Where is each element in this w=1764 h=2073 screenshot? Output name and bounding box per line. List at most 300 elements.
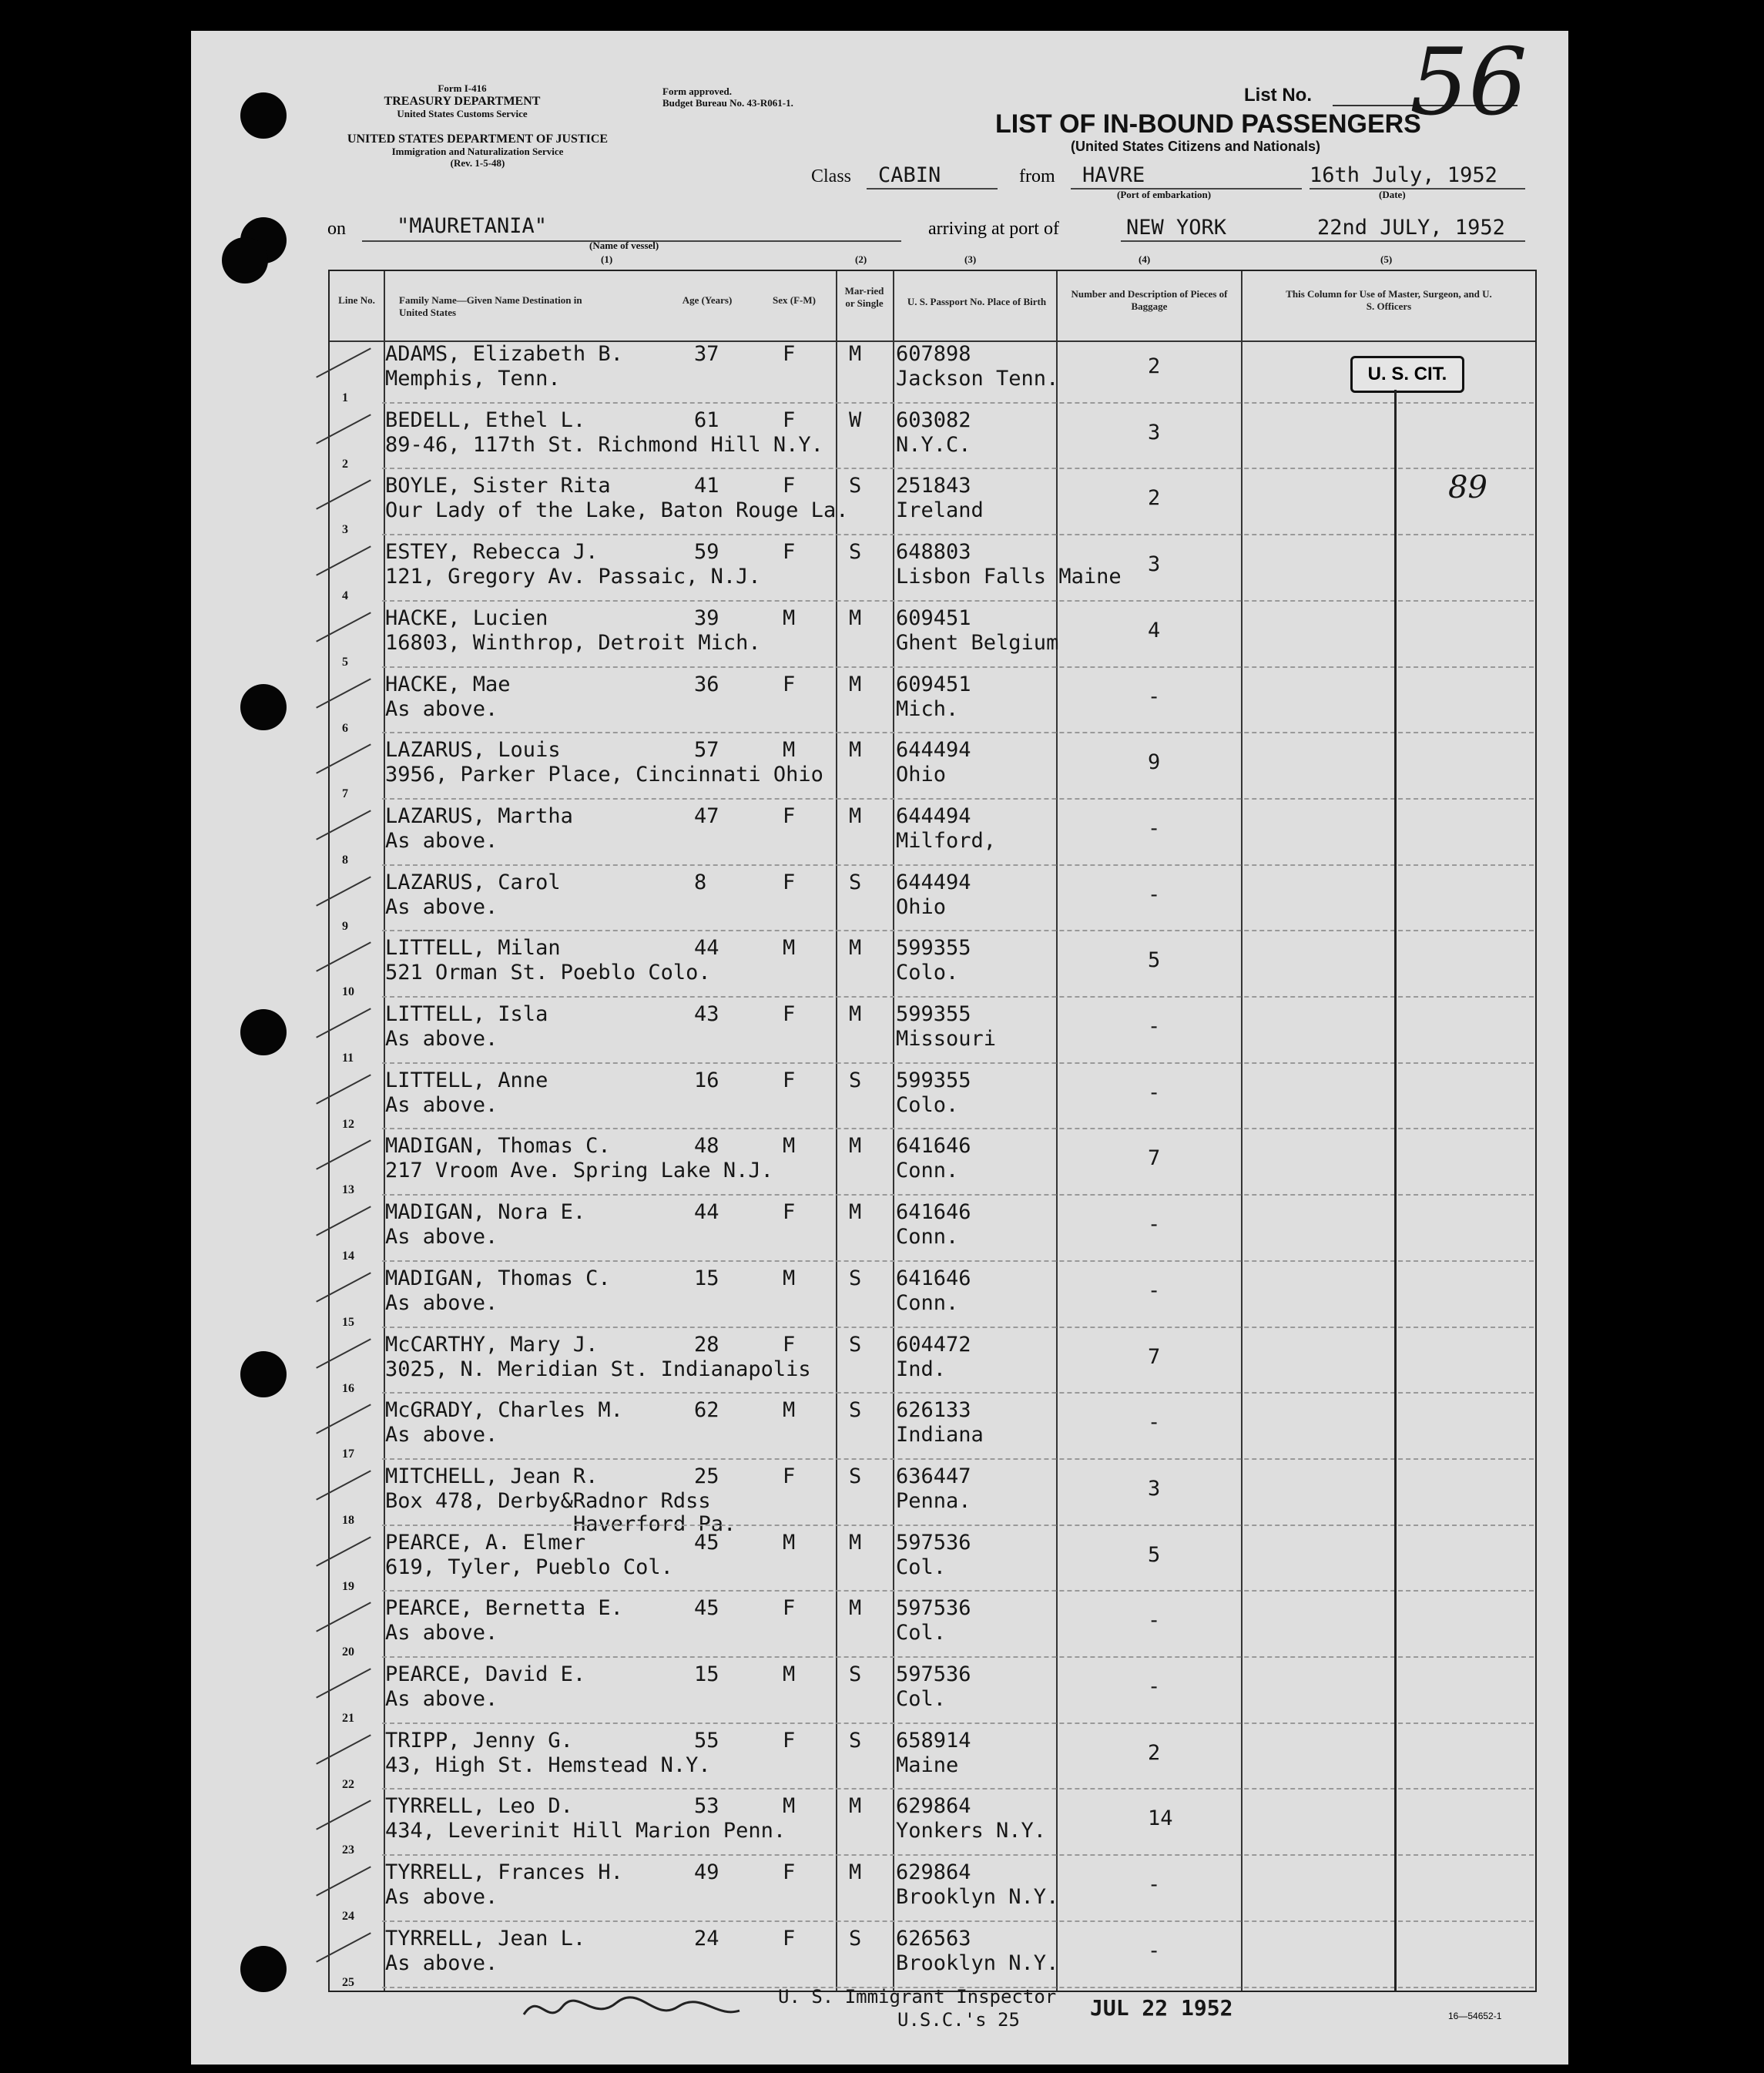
age: 61	[694, 408, 719, 432]
place-of-birth: Missouri	[896, 1027, 997, 1051]
destination: 3956, Parker Place, Cincinnati Ohio	[385, 763, 823, 787]
age: 62	[694, 1398, 719, 1423]
page-subtitle: (United States Citizens and Nationals)	[1071, 139, 1321, 154]
age: 49	[694, 1860, 719, 1885]
passenger-name: PEARCE, David E.	[385, 1662, 586, 1686]
destination: As above.	[385, 828, 498, 853]
age: 25	[694, 1464, 719, 1488]
baggage-count: -	[1148, 684, 1161, 709]
row-separator	[382, 534, 1534, 535]
revision: (Rev. 1-5-48)	[450, 157, 505, 169]
passenger-name: MADIGAN, Thomas C.	[385, 1134, 611, 1159]
passenger-name: TYRRELL, Leo D.	[385, 1794, 573, 1819]
passport-no: 597536	[896, 1662, 971, 1686]
age: 28	[694, 1332, 719, 1357]
place-of-birth: Colo.	[896, 1092, 959, 1117]
age: 48	[694, 1134, 719, 1159]
row-separator	[382, 1788, 1534, 1790]
line-number: 18	[342, 1513, 354, 1527]
baggage-count: -	[1148, 1675, 1161, 1699]
passenger-name: ESTEY, Rebecca J.	[385, 540, 599, 565]
line-number: 13	[342, 1183, 354, 1197]
sex: F	[783, 1464, 796, 1488]
marital-status: S	[849, 1728, 862, 1753]
line-number: 20	[342, 1645, 354, 1659]
row-separator	[382, 864, 1534, 866]
line-number: 16	[342, 1381, 354, 1395]
destination: 16803, Winthrop, Detroit Mich.	[385, 630, 761, 655]
destination: As above.	[385, 1027, 498, 1051]
destination: 521 Orman St. Poeblo Colo.	[385, 961, 711, 985]
age: 57	[694, 738, 719, 763]
destination: As above.	[385, 1423, 498, 1447]
class-underline	[867, 188, 998, 190]
baggage-count: -	[1148, 1938, 1161, 1963]
marital-status: M	[849, 803, 862, 828]
sex: M	[783, 1794, 796, 1819]
passport-no: 609451	[896, 672, 971, 696]
row-separator	[382, 1128, 1534, 1129]
port-embarkation-label: (Port of embarkation)	[1117, 189, 1212, 200]
age: 55	[694, 1728, 719, 1753]
sex: M	[783, 1266, 796, 1290]
place-of-birth: Col.	[896, 1687, 947, 1711]
marital-status: S	[849, 1464, 862, 1488]
justice-dept: UNITED STATES DEPARTMENT OF JUSTICE	[347, 132, 609, 146]
sex: F	[783, 1596, 796, 1621]
arrival-underline	[1121, 240, 1525, 242]
row-separator	[382, 1590, 1534, 1592]
passenger-name: MADIGAN, Nora E.	[385, 1200, 586, 1225]
row-separator	[382, 1327, 1534, 1328]
date-stamp: JUL 22 1952	[1090, 1995, 1233, 2021]
row-separator	[382, 1920, 1534, 1922]
sex: F	[783, 408, 796, 432]
passenger-name: HACKE, Lucien	[385, 605, 548, 630]
passport-no: 641646	[896, 1134, 971, 1159]
row-separator	[382, 996, 1534, 998]
age: 37	[694, 342, 719, 366]
passenger-name: TYRRELL, Jean L.	[385, 1926, 586, 1951]
place-of-birth: Ireland	[896, 498, 984, 523]
line-number: 14	[342, 1250, 354, 1263]
row-separator	[382, 600, 1534, 602]
sex: F	[783, 342, 796, 366]
header-married: Mar-ried or Single	[844, 285, 884, 309]
baggage-count: -	[1148, 882, 1161, 907]
destination: As above.	[385, 1225, 498, 1250]
class-label: Class	[811, 166, 852, 186]
marital-status: S	[849, 474, 862, 498]
sex: M	[783, 936, 796, 961]
usc-label: U.S.C.'s 25	[897, 2009, 1020, 2031]
passport-no: 644494	[896, 803, 971, 828]
passenger-name: TRIPP, Jenny G.	[385, 1728, 573, 1753]
line-number: 7	[342, 787, 348, 801]
passenger-name: LITTELL, Isla	[385, 1002, 548, 1026]
baggage-count: 2	[1148, 1740, 1161, 1765]
place-of-birth: Yonkers N.Y.	[896, 1819, 1047, 1843]
baggage-count: 9	[1148, 750, 1161, 775]
age: 44	[694, 936, 719, 961]
marital-status: M	[849, 1596, 862, 1621]
margin-note: 89	[1448, 470, 1487, 505]
budget-bureau: Budget Bureau No. 43-R061-1.	[662, 96, 793, 109]
passport-no: 648803	[896, 540, 971, 565]
age: 45	[694, 1596, 719, 1621]
sex: F	[783, 1332, 796, 1357]
line-number: 15	[342, 1315, 354, 1329]
line-number: 6	[342, 721, 348, 735]
marital-status: M	[849, 1530, 862, 1555]
row-separator	[382, 1458, 1534, 1460]
marital-status: M	[849, 1134, 862, 1159]
destination: 434, Leverinit Hill Marion Penn.	[385, 1819, 786, 1843]
line-number: 8	[342, 853, 348, 867]
date-underline	[1310, 188, 1525, 190]
arrival-date: 22nd JULY, 1952	[1317, 216, 1505, 240]
passenger-name: TYRRELL, Frances H.	[385, 1860, 623, 1885]
age: 15	[694, 1662, 719, 1686]
baggage-count: -	[1148, 1278, 1161, 1303]
line-number: 22	[342, 1777, 354, 1791]
line-number: 23	[342, 1843, 354, 1857]
place-of-birth: Ohio	[896, 763, 947, 787]
passenger-name: LAZARUS, Carol	[385, 870, 561, 894]
baggage-count: 5	[1148, 948, 1161, 973]
place-of-birth: Colo.	[896, 961, 959, 985]
age: 41	[694, 474, 719, 498]
place-of-birth: Conn.	[896, 1225, 959, 1250]
sex: F	[783, 540, 796, 565]
list-no-label: List No.	[1244, 85, 1312, 106]
passport-no: 251843	[896, 474, 971, 498]
line-number: 11	[342, 1052, 354, 1065]
age: 8	[694, 870, 707, 894]
line-number: 25	[342, 1975, 354, 1989]
place-of-birth: Conn.	[896, 1159, 959, 1183]
place-of-birth: Conn.	[896, 1290, 959, 1315]
row-separator	[382, 1392, 1534, 1394]
marital-status: M	[849, 1794, 862, 1819]
place-of-birth: Brooklyn N.Y.	[896, 1951, 1059, 1975]
line-number: 10	[342, 985, 354, 999]
passport-no: 636447	[896, 1464, 971, 1488]
row-separator	[382, 666, 1534, 668]
binder-hole	[222, 237, 268, 283]
sex: F	[783, 1068, 796, 1092]
marital-status: S	[849, 1068, 862, 1092]
from-label: from	[1019, 166, 1055, 186]
destination: As above.	[385, 1092, 498, 1117]
passport-no: 641646	[896, 1266, 971, 1290]
col-num-5: (5)	[1380, 253, 1393, 265]
row-separator	[382, 1656, 1534, 1658]
baggage-count: 7	[1148, 1146, 1161, 1171]
destination: As above.	[385, 894, 498, 919]
place-of-birth: Col.	[896, 1621, 947, 1645]
destination: 217 Vroom Ave. Spring Lake N.J.	[385, 1159, 773, 1183]
destination: 3025, N. Meridian St. Indianapolis	[385, 1357, 811, 1381]
marital-status: M	[849, 1002, 862, 1026]
passport-no: 599355	[896, 1002, 971, 1026]
inspector-label: U. S. Immigrant Inspector	[778, 1986, 1057, 2008]
age: 44	[694, 1200, 719, 1225]
baggage-count: 3	[1148, 552, 1161, 577]
class-value: CABIN	[878, 163, 941, 187]
age: 24	[694, 1926, 719, 1951]
passenger-name: BOYLE, Sister Rita	[385, 474, 611, 498]
line-number: 5	[342, 655, 348, 669]
baggage-count: -	[1148, 1080, 1161, 1105]
baggage-count: 14	[1148, 1806, 1173, 1831]
marital-status: M	[849, 1200, 862, 1225]
sex: F	[783, 1002, 796, 1026]
destination: As above.	[385, 1621, 498, 1645]
sex: F	[783, 1728, 796, 1753]
sex: F	[783, 474, 796, 498]
form-approved: Form approved.	[662, 86, 733, 97]
binder-hole	[240, 1351, 287, 1397]
binder-hole	[240, 1009, 287, 1055]
row-separator	[382, 930, 1534, 931]
age: 36	[694, 672, 719, 696]
place-of-birth: Jackson Tenn.	[896, 367, 1059, 391]
marital-status: M	[849, 342, 862, 366]
passenger-name: BEDELL, Ethel L.	[385, 408, 586, 432]
approval-block	[662, 86, 793, 109]
row-separator	[382, 402, 1534, 404]
marital-status: S	[849, 540, 862, 565]
inspector-signature	[516, 1984, 747, 2033]
passport-no: 603082	[896, 408, 971, 432]
place-of-birth: Penna.	[896, 1488, 971, 1513]
col-divider	[893, 271, 894, 1991]
baggage-count: 3	[1148, 1476, 1161, 1501]
row-separator	[382, 468, 1534, 469]
date-label: (Date)	[1379, 189, 1406, 200]
passport-no: 609451	[896, 605, 971, 630]
passport-no: 597536	[896, 1530, 971, 1555]
age: 43	[694, 1002, 719, 1026]
passenger-name: McCARTHY, Mary J.	[385, 1332, 599, 1357]
arriving-label: arriving at port of	[928, 219, 1059, 239]
baggage-count: -	[1148, 1411, 1161, 1435]
passport-no: 644494	[896, 738, 971, 763]
ins-service: Immigration and Naturalization Service	[391, 146, 564, 158]
destination: 121, Gregory Av. Passaic, N.J.	[385, 565, 761, 589]
passport-no: 658914	[896, 1728, 971, 1753]
marital-status: M	[849, 672, 862, 696]
form-code: 16—54652-1	[1448, 2011, 1502, 2021]
baggage-count: -	[1148, 1608, 1161, 1633]
line-number: 1	[342, 391, 348, 404]
passport-no: 599355	[896, 1068, 971, 1092]
form-header-left	[324, 83, 601, 120]
marital-status: M	[849, 738, 862, 763]
binder-hole	[240, 1946, 287, 1992]
passport-no: 604472	[896, 1332, 971, 1357]
passport-no: 607898	[896, 342, 971, 366]
list-no-value: 56	[1410, 29, 1528, 136]
passport-no: 626133	[896, 1398, 971, 1423]
sex: F	[783, 803, 796, 828]
header-sex: Sex (F-M)	[773, 294, 816, 306]
sex: F	[783, 1200, 796, 1225]
line-number: 4	[342, 589, 348, 603]
baggage-count: 2	[1148, 486, 1161, 511]
page-title: LIST OF IN-BOUND PASSENGERS	[995, 109, 1421, 139]
sex: M	[783, 1530, 796, 1555]
place-of-birth: Ohio	[896, 894, 947, 919]
header-baggage: Number and Description of Pieces of Baggage	[1071, 288, 1228, 312]
destination: 43, High St. Hemstead N.Y.	[385, 1753, 711, 1777]
vessel-label: (Name of vessel)	[589, 240, 659, 251]
stamp-arrow-line	[1394, 390, 1397, 1992]
destination: Box 478, Derby&Radnor Rdss	[385, 1488, 711, 1513]
age: 39	[694, 605, 719, 630]
header-age: Age (Years)	[682, 294, 733, 306]
sex: M	[783, 605, 796, 630]
place-of-birth: Ghent Belgium	[896, 630, 1059, 655]
marital-status: S	[849, 1332, 862, 1357]
col-num-2: (2)	[855, 253, 867, 265]
marital-status: W	[849, 408, 862, 432]
place-of-birth: Mich.	[896, 696, 959, 721]
baggage-count: 7	[1148, 1344, 1161, 1369]
destination: As above.	[385, 1290, 498, 1315]
sex: M	[783, 1662, 796, 1686]
customs-service: United States Customs Service	[397, 108, 528, 120]
row-separator	[382, 798, 1534, 800]
passenger-name: MITCHELL, Jean R.	[385, 1464, 599, 1488]
place-of-birth: Col.	[896, 1555, 947, 1579]
col-num-1: (1)	[601, 253, 613, 265]
col-divider	[1241, 271, 1243, 1991]
sex: F	[783, 870, 796, 894]
baggage-count: 2	[1148, 354, 1161, 378]
passenger-name: LAZARUS, Martha	[385, 803, 573, 828]
passport-no: 629864	[896, 1794, 971, 1819]
baggage-count: -	[1148, 1213, 1161, 1237]
passenger-name: PEARCE, A. Elmer	[385, 1530, 586, 1555]
passport-no: 644494	[896, 870, 971, 894]
place-of-birth: Maine	[896, 1753, 959, 1777]
destination: As above.	[385, 1687, 498, 1711]
destination: 89-46, 117th St. Richmond Hill N.Y.	[385, 432, 823, 457]
col-divider	[836, 271, 837, 1991]
justice-block	[324, 132, 632, 169]
passenger-name: LITTELL, Anne	[385, 1068, 548, 1092]
col-num-4: (4)	[1139, 253, 1151, 265]
destination: As above.	[385, 1885, 498, 1910]
place-of-birth: Brooklyn N.Y.	[896, 1885, 1059, 1910]
line-number: 21	[342, 1712, 354, 1725]
line-number: 2	[342, 457, 348, 471]
from-value: HAVRE	[1082, 163, 1145, 187]
treasury-dept: TREASURY DEPARTMENT	[384, 94, 541, 108]
place-of-birth: Milford,	[896, 828, 997, 853]
col-divider	[1056, 271, 1058, 1991]
destination: As above.	[385, 1951, 498, 1975]
marital-status: S	[849, 870, 862, 894]
baggage-count: 3	[1148, 420, 1161, 444]
place-of-birth: Lisbon Falls Maine	[896, 565, 1122, 589]
age: 53	[694, 1794, 719, 1819]
row-separator	[382, 1525, 1534, 1526]
sex: M	[783, 1398, 796, 1423]
place-of-birth: Indiana	[896, 1423, 984, 1447]
form-number: Form I-416	[438, 82, 487, 94]
binder-hole	[240, 92, 287, 139]
sex: F	[783, 1926, 796, 1951]
passenger-name: MADIGAN, Thomas C.	[385, 1266, 611, 1290]
passport-no: 626563	[896, 1926, 971, 1951]
place-of-birth: Ind.	[896, 1357, 947, 1381]
destination-cont: Haverford Pa.	[573, 1511, 736, 1536]
line-number: 19	[342, 1579, 354, 1593]
row-separator	[382, 732, 1534, 733]
baggage-count: -	[1148, 1015, 1161, 1038]
passenger-name: HACKE, Mae	[385, 672, 511, 696]
row-separator	[382, 1854, 1534, 1856]
col-num-3: (3)	[964, 253, 977, 265]
passport-no: 641646	[896, 1200, 971, 1225]
age: 59	[694, 540, 719, 565]
baggage-count: 4	[1148, 618, 1161, 642]
age: 16	[694, 1068, 719, 1092]
row-separator	[382, 1062, 1534, 1064]
header-passport: U. S. Passport No. Place of Birth	[907, 296, 1047, 307]
line-number: 3	[342, 523, 348, 537]
age: 45	[694, 1530, 719, 1555]
age: 47	[694, 803, 719, 828]
arrival-port: NEW YORK	[1126, 216, 1227, 240]
us-citizen-stamp: U. S. CIT.	[1350, 356, 1464, 393]
destination: As above.	[385, 696, 498, 721]
baggage-count: -	[1148, 816, 1161, 840]
passenger-name: ADAMS, Elizabeth B.	[385, 342, 623, 366]
row-separator	[382, 1722, 1534, 1724]
vessel-name: "MAURETANIA"	[397, 214, 548, 238]
line-number: 12	[342, 1117, 354, 1131]
line-number: 24	[342, 1910, 354, 1924]
baggage-count: -	[1148, 1873, 1161, 1897]
destination: 619, Tyler, Pueblo Col.	[385, 1555, 673, 1579]
passport-no: 629864	[896, 1860, 971, 1885]
destination: Our Lady of the Lake, Baton Rouge La.	[385, 498, 849, 523]
row-separator	[382, 1260, 1534, 1262]
row-separator	[382, 1194, 1534, 1196]
binder-hole	[240, 684, 287, 730]
passenger-name: LITTELL, Milan	[385, 936, 561, 961]
marital-status: M	[849, 1860, 862, 1885]
sex: F	[783, 1860, 796, 1885]
passenger-name: LAZARUS, Louis	[385, 738, 561, 763]
baggage-count: 5	[1148, 1542, 1161, 1567]
marital-status: S	[849, 1398, 862, 1423]
sex: M	[783, 738, 796, 763]
on-label: on	[327, 219, 346, 239]
marital-status: S	[849, 1266, 862, 1290]
marital-status: S	[849, 1926, 862, 1951]
passport-no: 599355	[896, 936, 971, 961]
passenger-name: McGRADY, Charles M.	[385, 1398, 623, 1423]
header-name: Family Name—Given Name Destination in United States	[399, 294, 582, 318]
age: 15	[694, 1266, 719, 1290]
line-number: 17	[342, 1447, 354, 1461]
sex: F	[783, 672, 796, 696]
